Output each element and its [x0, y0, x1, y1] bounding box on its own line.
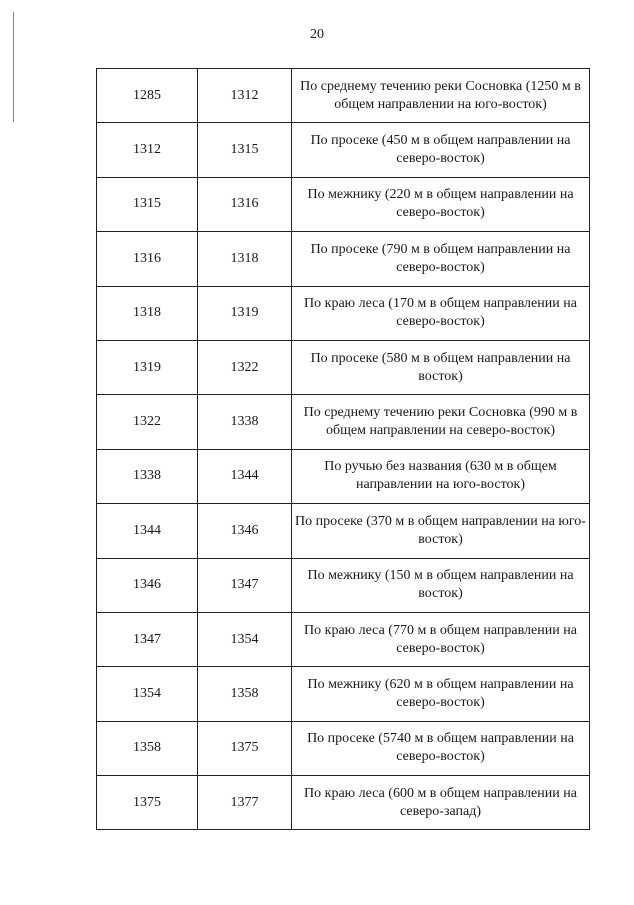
to-point-cell: 1347	[198, 558, 292, 612]
table-row	[97, 558, 590, 612]
to-point-cell: 1319	[198, 286, 292, 340]
to-point-cell: 1354	[198, 612, 292, 666]
table-row	[97, 449, 590, 503]
boundary-description-table	[96, 68, 590, 830]
table-row	[97, 69, 590, 123]
boundary-description-cell: По среднему течению реки Сосновка (1250 м в общем направлении на юго-восток)	[292, 69, 590, 123]
boundary-description-cell: По среднему течению реки Сосновка (990 м в общем направлении на северо-восток)	[292, 395, 590, 449]
from-point-cell: 1322	[97, 395, 198, 449]
table-row	[97, 721, 590, 775]
table-row	[97, 340, 590, 394]
table-row	[97, 177, 590, 231]
boundary-description-cell: По ручью без названия (630 м в общем направлении на юго-восток)	[292, 449, 590, 503]
table-row	[97, 612, 590, 666]
boundary-description-cell: По просеке (370 м в общем направлении на юго-восток)	[292, 504, 590, 558]
boundary-description-cell: По просеке (790 м в общем направлении на северо-восток)	[292, 232, 590, 286]
table-row	[97, 123, 590, 177]
to-point-cell: 1312	[198, 69, 292, 123]
from-point-cell: 1375	[97, 776, 198, 830]
table-body	[97, 69, 590, 830]
from-point-cell: 1318	[97, 286, 198, 340]
from-point-cell: 1315	[97, 177, 198, 231]
to-point-cell: 1346	[198, 504, 292, 558]
from-point-cell: 1346	[97, 558, 198, 612]
table-row	[97, 395, 590, 449]
to-point-cell: 1358	[198, 667, 292, 721]
table-row	[97, 286, 590, 340]
from-point-cell: 1316	[97, 232, 198, 286]
boundary-description-cell: По межнику (150 м в общем направлении на восток)	[292, 558, 590, 612]
boundary-description-cell: По просеке (5740 м в общем направлении на северо-восток)	[292, 721, 590, 775]
to-point-cell: 1315	[198, 123, 292, 177]
from-point-cell: 1285	[97, 69, 198, 123]
table-row	[97, 776, 590, 830]
table-row	[97, 667, 590, 721]
to-point-cell: 1344	[198, 449, 292, 503]
boundary-description-cell: По межнику (220 м в общем направлении на северо-восток)	[292, 177, 590, 231]
boundary-description-cell: По краю леса (600 м в общем направлении на северо-запад)	[292, 776, 590, 830]
from-point-cell: 1312	[97, 123, 198, 177]
from-point-cell: 1344	[97, 504, 198, 558]
boundary-description-cell: По межнику (620 м в общем направлении на северо-восток)	[292, 667, 590, 721]
from-point-cell: 1354	[97, 667, 198, 721]
from-point-cell: 1358	[97, 721, 198, 775]
to-point-cell: 1377	[198, 776, 292, 830]
boundary-description-cell: По краю леса (170 м в общем направлении на северо-восток)	[292, 286, 590, 340]
from-point-cell: 1338	[97, 449, 198, 503]
from-point-cell: 1319	[97, 340, 198, 394]
to-point-cell: 1318	[198, 232, 292, 286]
table-row	[97, 232, 590, 286]
boundary-description-cell: По краю леса (770 м в общем направлении на северо-восток)	[292, 612, 590, 666]
table-row	[97, 504, 590, 558]
to-point-cell: 1316	[198, 177, 292, 231]
page-number: 20	[310, 27, 324, 42]
to-point-cell: 1338	[198, 395, 292, 449]
to-point-cell: 1375	[198, 721, 292, 775]
boundary-description-cell: По просеке (580 м в общем направлении на восток)	[292, 340, 590, 394]
boundary-description-cell: По просеке (450 м в общем направлении на северо-восток)	[292, 123, 590, 177]
from-point-cell: 1347	[97, 612, 198, 666]
to-point-cell: 1322	[198, 340, 292, 394]
